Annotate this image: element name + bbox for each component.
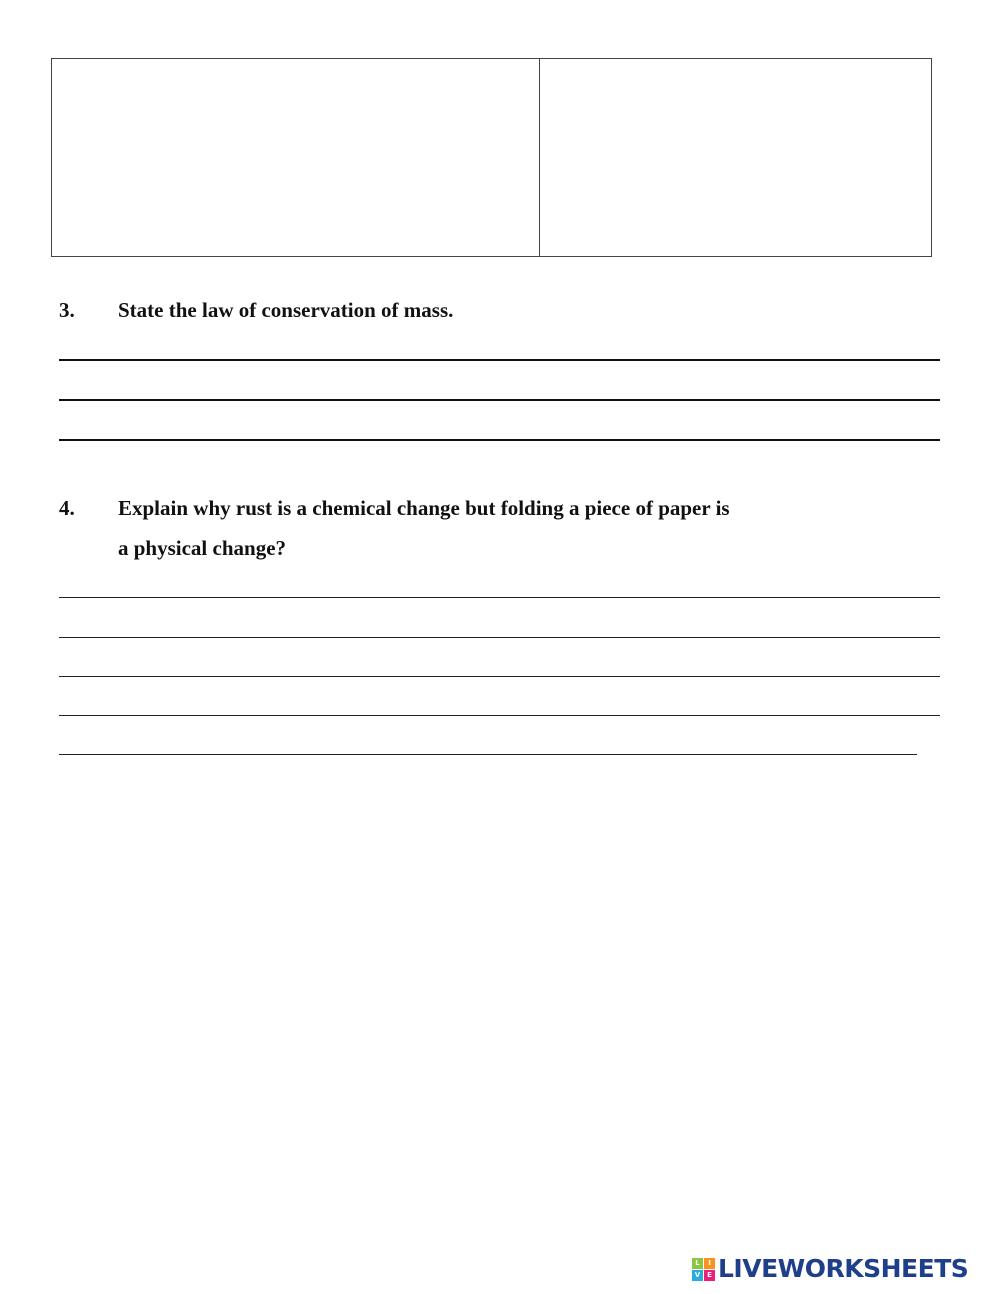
logo-mark-v: V (692, 1270, 703, 1281)
question-4-answer-line-2[interactable] (59, 637, 940, 638)
logo-text: LIVEWORKSHEETS (718, 1254, 969, 1283)
question-3-text: State the law of conservation of mass. (118, 298, 454, 322)
question-4-answer-line-1[interactable] (59, 597, 940, 598)
question-4-number: 4. (59, 496, 75, 520)
question-4-answer-line-5[interactable] (59, 754, 917, 755)
question-4-answer-line-3[interactable] (59, 676, 940, 677)
question-3-answer-line-3[interactable] (59, 439, 940, 441)
question-3-number: 3. (59, 298, 75, 322)
question-4-answer-line-4[interactable] (59, 715, 940, 716)
answer-cell-right[interactable] (540, 59, 931, 256)
answer-table (51, 58, 932, 257)
question-4-text-line-2: a physical change? (118, 536, 287, 560)
answer-cell-left[interactable] (52, 59, 540, 256)
question-3-answer-line-2[interactable] (59, 399, 940, 401)
question-4-text-line-1: Explain why rust is a chemical change but folding a piece of paper is (118, 496, 730, 520)
logo-mark-l: L (692, 1258, 703, 1269)
liveworksheets-logo (692, 1254, 968, 1284)
liveworksheets-logo-icon (692, 1258, 715, 1281)
logo-mark-e: E (704, 1270, 715, 1281)
logo-mark-i: I (704, 1258, 715, 1269)
question-3-answer-line-1[interactable] (59, 359, 940, 361)
